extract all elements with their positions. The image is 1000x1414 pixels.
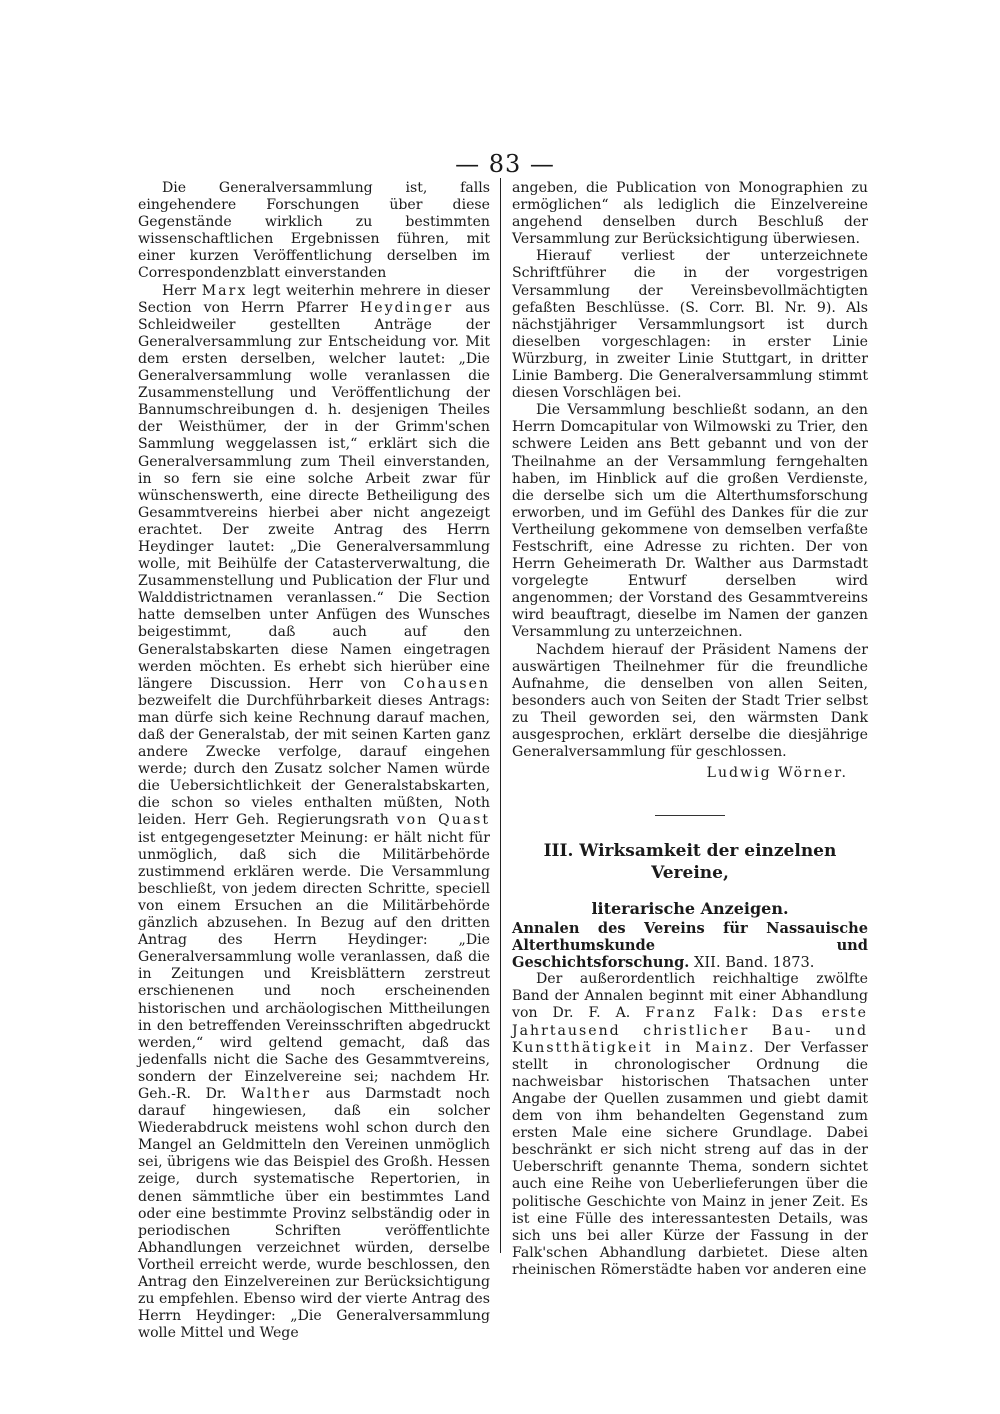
section-subtitle: literarische Anzeigen. — [591, 899, 789, 919]
signature: Ludwig Wörner. — [706, 765, 848, 782]
paragraph: Die Versammlung beschließt sodann, an den Herrn Domcapitular von Wilmowski zu Trier, den schwere Leiden ans Bett gebannt und von der Theilnahme an der Versammlung ferngehalten haben, im Hinblick auf die großen Verdienste, die derselbe sich um die Alterthumsforschung erworben, und im Gefühl des Dankes für die zur Vertheilung gekommene von demselben verfaßte Festschrift, eine Adresse zu richten. Der von Herrn Geheimerath Dr. Walther aus Darmstadt vorgelegte Entwurf derselben wird angenommen; der Vorstand des Gesammtvereins wird beauftragt, dieselbe im Namen der ganzen Versammlung zu unterzeichnen. — [512, 402, 868, 641]
person-name: Walther — [241, 1085, 312, 1102]
section-divider — [655, 815, 725, 816]
left-column — [138, 180, 490, 1342]
text: aus Schleidweiler gestellten Anträge der Generalversammlung zur Entscheidung vor. Mit dem ersten derselben, welcher lautet: „Die Generalversammlung wolle veranlassen die Zusammenstellung und Veröffentlichung der Bannumschreibungen d. h. desjenigen Theiles der Weisthümer, der in der Grimm'schen Sammlung weggelassen ist,“ erklärt sich die Generalversammlung zum Theil einverstanden, in so fern sie eine solche Arbeit zwar für wünschenswerth, eine directe Betheiligung des Gesammtvereins hierbei aber nicht angezeigt erachtet. Der zweite Antrag des Herrn Heydinger lautet: „Die Generalversammlung wolle, mit Beihülfe der Catasterverwaltung, die Zusammenstellung und Publication der Flur und Walddistrictnamen veranlassen.“ Die Section hatte demselben unter Anfügen des Wunsches beigestimmt, daß auch auf den Generalstabskarten diese Namen eingetragen werden möchten. Es erhebt sich hierüber eine längere Discussion. Herr von — [138, 299, 490, 692]
page-number: — 83 — — [455, 150, 555, 178]
person-name: von Quast — [396, 812, 491, 829]
person-name: Franz Falk — [645, 1005, 752, 1022]
paragraph: Hierauf verliest der unterzeichnete Schriftführer die in der vorgestrigen Versammlung der Vereinsbevollmächtigten gefaßten Beschlüsse. (S. Corr. Bl. Nr. 9). Als nächstjähriger Versammlungsort ist durch dieselben vorgeschlagen: in erster Linie Würzburg, in zweiter Linie Stuttgart, in dritter Linie Bamberg. Die Generalversammlung stimmt diesen Vorschlägen bei. — [512, 248, 868, 402]
right-column — [512, 180, 868, 1279]
text: aus Darmstadt noch darauf hingewiesen, daß ein solcher Wiederabdruck meistens wohl schon durch den Mangel an Geldmitteln den Vereinen unmöglich sei, übrigens wie das Beispiel des Großh. Hessen zeige, durch systematische Repertorien, in denen sämmtliche über ein bestimmtes Land oder eine bestimmte Provinz selbständig oder in periodischen Schriften veröffentlichte Abhandlungen verzeichnet würden, derselbe Vortheil erreicht werde, wurde beschlossen, den Antrag den Einzelvereinen zur Berücksichtigung zu empfehlen. Ebenso wird der vierte Antrag des Herrn Heydinger: „Die Generalversammlung wolle Mittel und Wege — [138, 1085, 490, 1342]
section-title: III. Wirksamkeit der einzelnen Vereine, — [543, 841, 837, 884]
person-name: Marx — [201, 282, 248, 299]
review-title: Annalen des Vereins für Nassauische Alterthumskunde und Geschichtsforschung. — [512, 920, 868, 972]
person-name: Cohausen — [403, 675, 490, 692]
text: ist entgegengesetzter Meinung: er hält nicht für unmöglich, daß sich die Militärbehörde zustimmend erklären werde. Die Versammlung beschließt, von jedem directen Schritte, speciell von einem Ersuchen an die Militärbehörde gänzlich abzusehen. In Bezug auf den dritten Antrag des Herrn Heydinger: „Die Generalversammlung wolle veranlassen, daß die in Zeitungen und Kreisblättern zerstreut erschienenen und noch erscheinenden historischen und archäologischen Mittheilungen in den betreffenden Vereinsschriften abgedruckt werden,“ wird geltend gemacht, daß das jedenfalls nicht die Sache des Gesammtvereins, sondern der Einzelvereine sei; nachdem Hr. Geh.-R. Dr. — [138, 829, 490, 1102]
text: Herr — [162, 282, 202, 299]
review-volume: XII. Band. 1873. — [689, 954, 815, 972]
paragraph — [138, 283, 490, 1343]
column-divider — [500, 178, 501, 1253]
text: . Der Verfasser stellt in chronologischer Ordnung die nachweisbar historischen Thatsachen unter Angabe der Quellen zusammen und giebt damit dem von ihm behandelten Gegenstand zum ersten Male eine sichere Grundlage. Dabei beschränkt er sich nicht streng auf das in der Ueberschrift genannte Thema, sondern sichtet auch eine Reihe von Ueberlieferungen über die politische Geschichte von Mainz in jener Zeit. Es ist eine Fülle des interessantesten Details, was sich uns bei aller Kürze der Fassung in der Falk'schen Abhandlung darbietet. Diese alten rheinischen Römerstädte haben vor anderen eine — [512, 1039, 868, 1278]
person-name: Heydinger — [359, 299, 454, 316]
text: bezweifelt die Durchführbarkeit dieses Antrags: man dürfe sich keine Rechnung darauf machen, daß der Generalstab, der mit seinen Karten ganz andere Zwecke verfolge, darauf eingehen werde; durch den Zusatz solcher Namen würde die Uebersichtlichkeit der Generalstabskarten, die schon so vieles enthalten müßten, Noth leiden. Herr Geh. Regierungsrath — [138, 692, 490, 829]
paragraph: Nachdem hierauf der Präsident Namens der auswärtigen Theilnehmer für die freundliche Aufnahme, die denselben von allen Seiten, besonders auch von Seiten der Stadt Trier selbst zu Theil geworden sei, den wärmsten Dank ausgesprochen, erklärt derselbe die diesjährige Generalversammlung für geschlossen. — [512, 641, 868, 761]
text: legt weiterhin mehrere in dieser Section von Herrn Pfarrer — [138, 282, 491, 316]
work-title: Das erste Jahrtausend christlicher Bau- und Kunstthätigkeit in Mainz — [512, 1005, 868, 1056]
text: Der außerordentlich reichhaltige zwölfte Band der Annalen beginnt mit einer Abhandlung von Dr. F. A. — [512, 971, 868, 1022]
paragraph: angeben, die Publication von Monographien zu ermöglichen“ als lediglich die Einzelvereine angehend denselben durch Beschluß der Versammlung zur Berücksichtigung überwiesen. — [512, 180, 868, 248]
paragraph: Die Generalversammlung ist, falls eingehendere Forschungen über diese Gegenstände wirklich zu bestimmten wissenschaftlichen Ergebnissen führen, mit einer kurzen Veröffentlichung derselben im Correspondenzblatt einverstanden — [138, 180, 490, 282]
review-heading — [512, 920, 868, 971]
paragraph — [512, 971, 868, 1279]
text: : — [751, 1005, 772, 1022]
